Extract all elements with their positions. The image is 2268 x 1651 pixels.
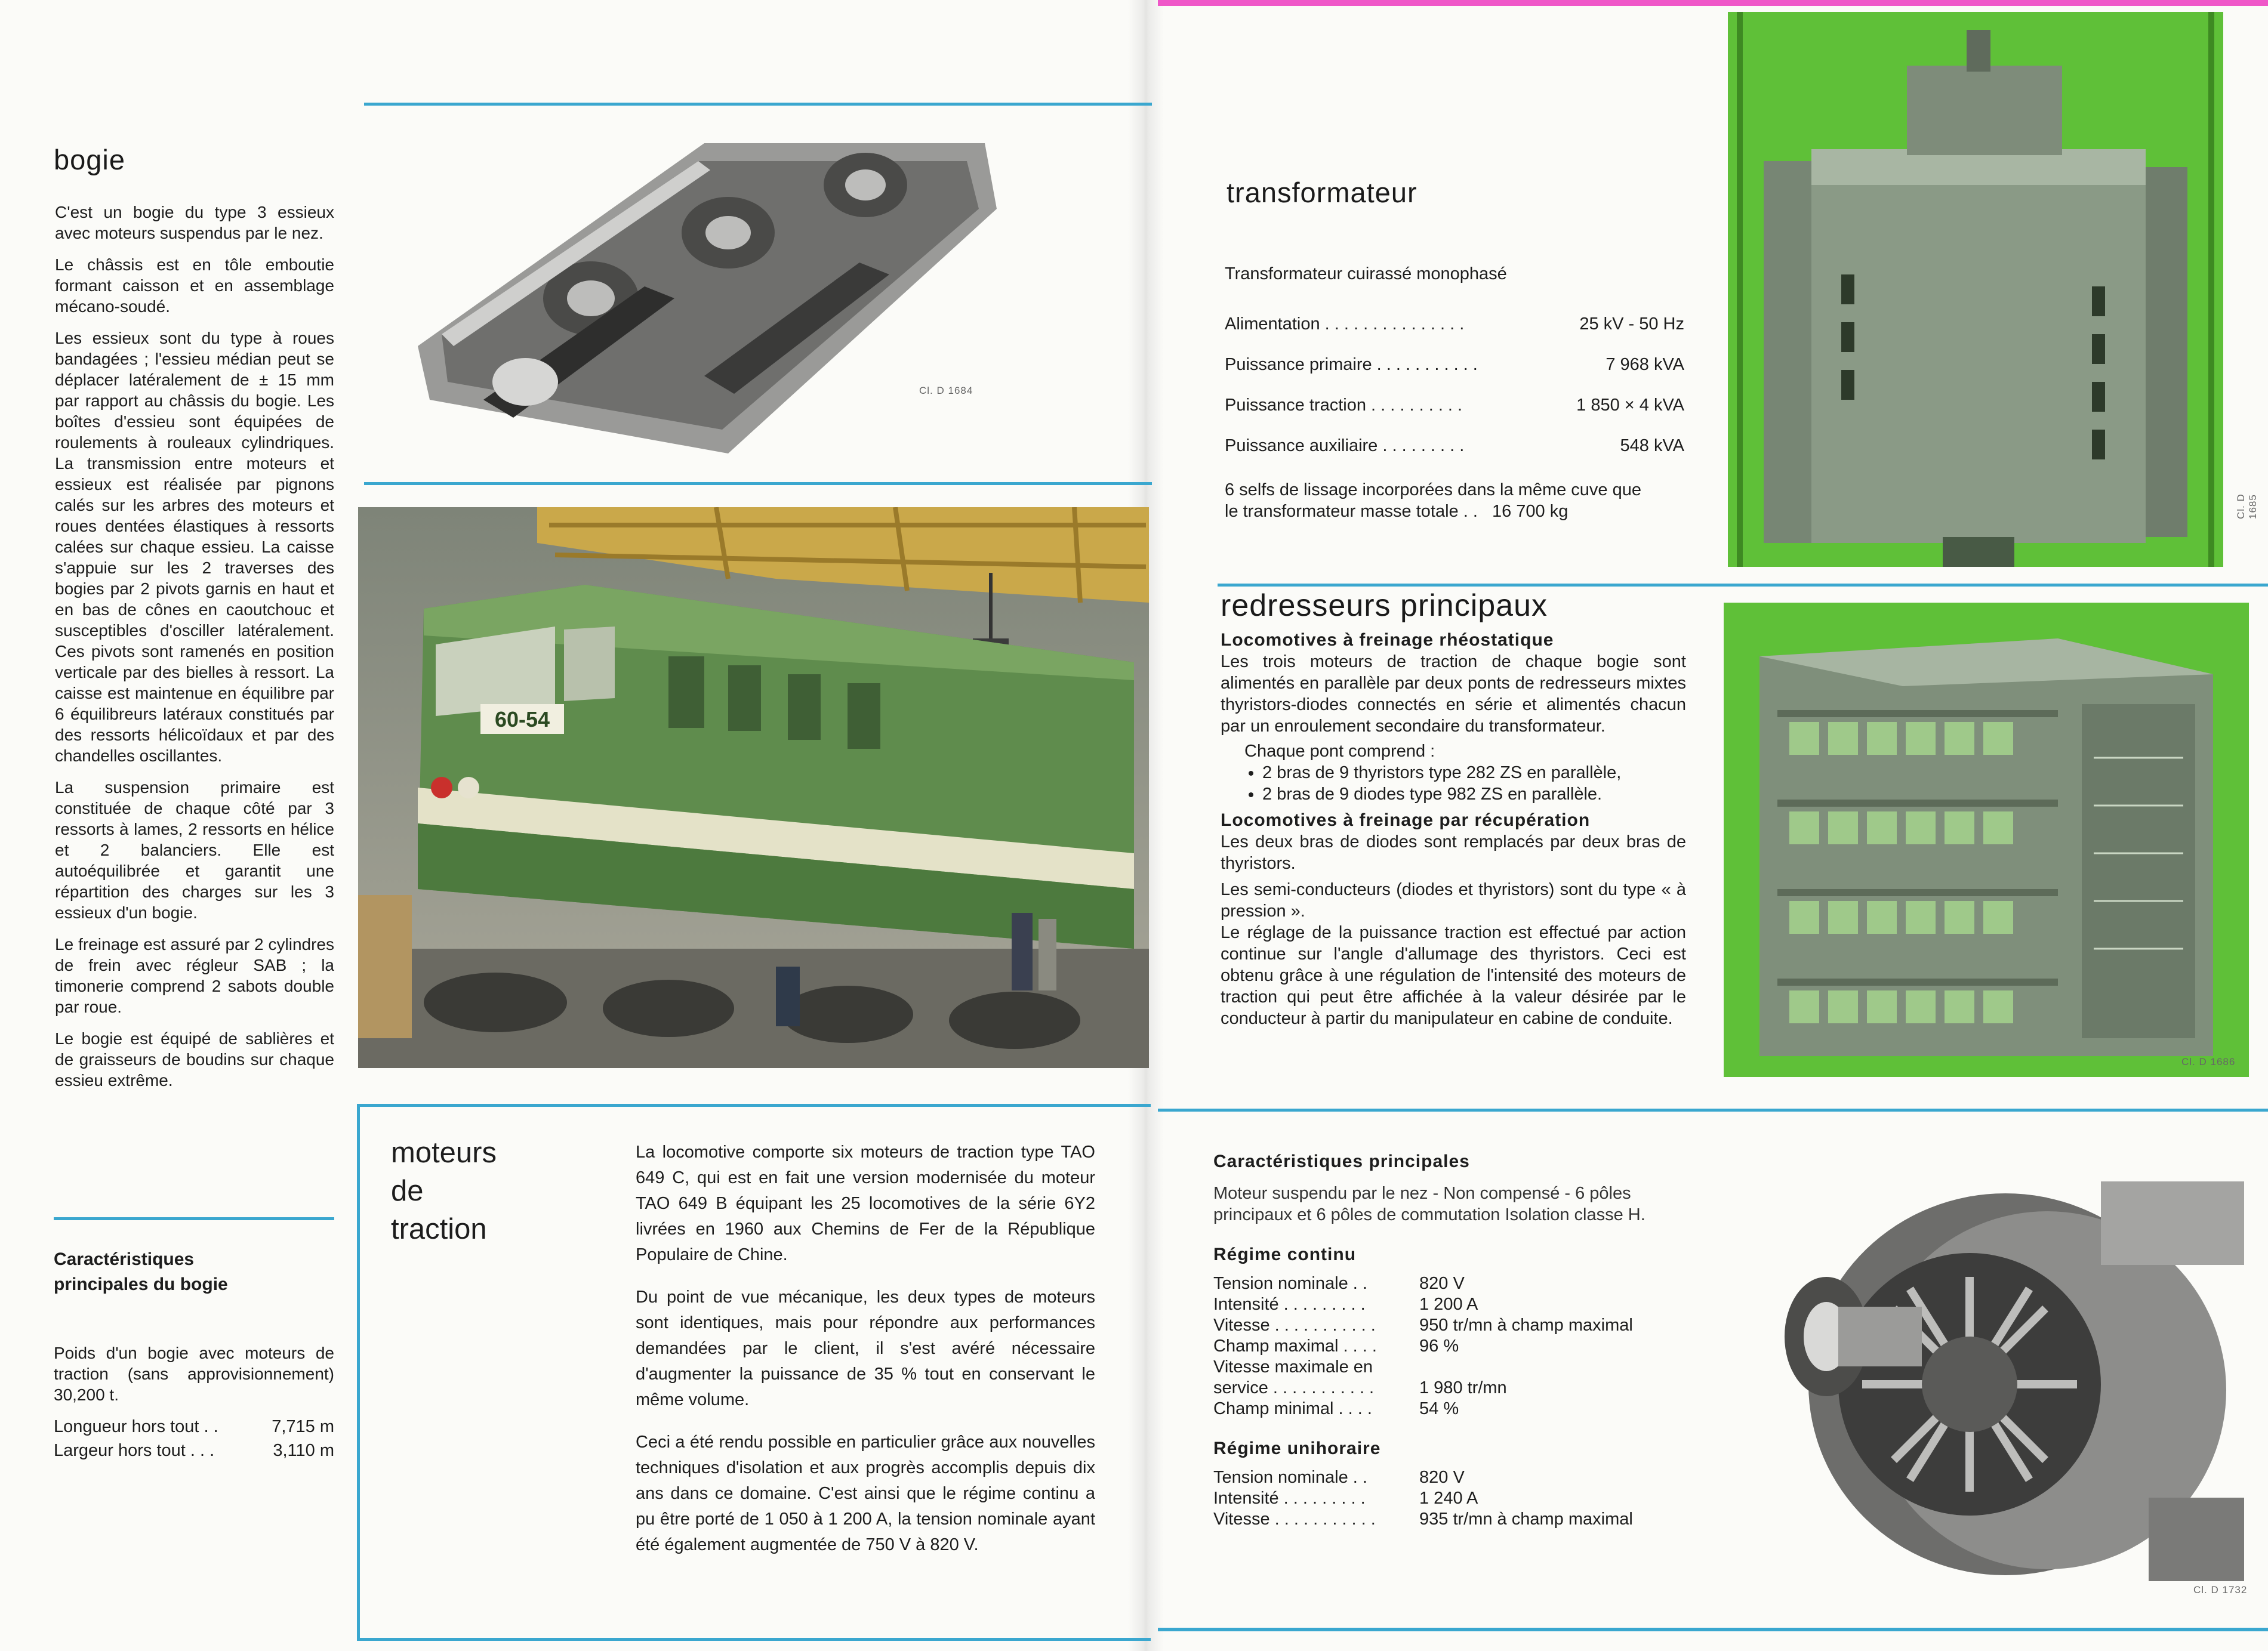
spec-row xyxy=(1213,1509,1691,1530)
redresseurs-title-wrap xyxy=(1221,588,1548,624)
spec-label: Vitesse maximale en service . . . . . . . . . . . xyxy=(1213,1357,1375,1397)
redresseurs-paragraph: Le réglage de la puissance traction est effectué par action continue sur l'angle d'allumage des thyristors. Ceci est obtenu grâce à une régulation de l'intensité des moteurs de traction qui peut être affichée à la valeur désirée par le conducteur à partir du manipulateur en cabine de conduite. xyxy=(1221,923,1686,1028)
spec-value: 54 % xyxy=(1419,1399,1459,1418)
selfs-label: le transformateur masse totale . . xyxy=(1225,502,1478,521)
bogie-largeur-label: Largeur hors tout . . . xyxy=(54,1441,215,1460)
spec-label: Vitesse . . . . . . . . . . . xyxy=(1213,1316,1376,1335)
bogie-longueur-value: 7,715 m xyxy=(272,1417,334,1436)
bogie-longueur-label: Longueur hors tout . . xyxy=(54,1417,218,1436)
pont-intro: Chaque pont comprend : xyxy=(1244,742,1435,761)
spec-label: Vitesse . . . . . . . . . . . xyxy=(1213,1510,1376,1529)
bogie-photo-caption: Cl. D 1684 xyxy=(919,385,973,396)
bogie-text xyxy=(55,202,334,1101)
bogie-char-title: Caractéristiques principales du bogie xyxy=(54,1249,228,1294)
moteurs-text xyxy=(636,1140,1095,1569)
spec-value: 1 850 × 4 kVA xyxy=(1576,396,1684,415)
top-edge-strip xyxy=(1158,0,2268,6)
transformateur-subtitle: Transformateur cuirassé monophasé xyxy=(1225,264,1507,283)
transformateur-specs xyxy=(1225,313,1684,522)
redresseurs-paragraph: Les deux bras de diodes sont remplacés par deux bras de thyristors. xyxy=(1221,832,1686,873)
moteur-specs xyxy=(1213,1152,1691,1530)
bogie-paragraph: Le freinage est assuré par 2 cylindres de frein avec régleur SAB ; la timonerie comprend 2 sabots double par roue. xyxy=(55,935,334,1016)
spec-row xyxy=(1213,1294,1691,1315)
spec-row xyxy=(1225,313,1684,354)
bogie-char-block xyxy=(54,1343,334,1461)
moteur-specs-intro: Moteur suspendu par le nez - Non compensé - 6 pôles principaux et 6 pôles de commutation Isolation classe H. xyxy=(1213,1184,1645,1224)
selfs-line-2 xyxy=(1225,501,1684,522)
moteurs-title-line: moteurs xyxy=(391,1137,497,1169)
transformateur-photo xyxy=(1728,12,2223,567)
moteurs-paragraph: Ceci a été rendu possible en particulier grâce aux nouvelles techniques d'isolation et aux progrès accomplis depuis dix ans dans ce domaine. C'est ainsi que le régime continu a pu être porté de 1 050 à 1 200 A, la tension nominale ayant été également augmentée de 750 V à 820 V. xyxy=(636,1433,1095,1554)
redresseurs-sub-rheostatique: Locomotives à freinage rhéostatique xyxy=(1221,630,1554,650)
moteur-photo-caption: Cl. D 1732 xyxy=(2193,1584,2248,1596)
divider xyxy=(54,1217,334,1220)
regime-continu-title: Régime continu xyxy=(1213,1245,1357,1264)
spec-value: 820 V xyxy=(1419,1274,1465,1293)
regime-unihoraire-table xyxy=(1213,1467,1691,1530)
spec-value: 820 V xyxy=(1419,1468,1465,1487)
redresseurs-sub-recuperation: Locomotives à freinage par récupération xyxy=(1221,810,1591,830)
moteurs-paragraph: La locomotive comporte six moteurs de traction type TAO 649 C, qui est en fait une version modernisée du moteur TAO 649 B équipant les 25 locomotives de la série 6Y2 livrées en 1960 aux Chemins de Fer de la République Populaire de Chine. xyxy=(636,1143,1095,1264)
bogie-largeur-row xyxy=(54,1440,334,1461)
spec-value: 1 200 A xyxy=(1419,1295,1478,1314)
spec-value: 7 968 kVA xyxy=(1606,355,1684,374)
moteurs-title-line: de xyxy=(391,1175,424,1207)
spec-label: Puissance traction . . . . . . . . . . xyxy=(1225,396,1463,415)
moteurs-paragraph: Du point de vue mécanique, les deux types de moteurs sont identiques, mais pour répondre aux performances demandées par le client, il s'est avéré nécessaire d'augmenter la puissance de 35 % tout en conservant le même volume. xyxy=(636,1288,1095,1409)
bogie-paragraph: Les essieux sont du type à roues bandagées ; l'essieu médian peut se déplacer latéralement de ± 15 mm par rapport au châssis du bogie. Les boîtes d'essieu sont équipées de roulements à rouleaux cylindriques. La transmission entre moteurs et essieux est réalisée par pignons calés sur les arbres des moteurs et roues dentées élastiques à ressorts calées sur chaque essieu. La caisse s'appuie sur les 2 traverses des bogies par 2 pivots garnis en haut et en bas de cônes en caoutchouc et susceptibles d'osciller latéralement. Ces pivots sont ramenés en position verticale par des bielles à ressort. La caisse est maintenue en équilibre par 6 équilibreurs latéraux constitués par des ressorts hélicoïdaux et par des chandelles oscillantes. xyxy=(55,329,334,765)
transformateur-photo-caption: Cl. D 1685 xyxy=(2235,493,2258,519)
spec-value: 25 kV - 50 Hz xyxy=(1579,314,1684,334)
selfs-value: 16 700 kg xyxy=(1492,502,1569,521)
moteurs-title-line: traction xyxy=(391,1213,487,1245)
spec-label: Puissance primaire . . . . . . . . . . . xyxy=(1225,355,1478,374)
bogie-photo xyxy=(394,119,1039,459)
divider xyxy=(357,1104,1151,1107)
spec-row xyxy=(1213,1357,1691,1399)
redresseurs-photo xyxy=(1724,603,2249,1077)
spec-row xyxy=(1213,1488,1691,1509)
bogie-title: bogie xyxy=(54,144,125,175)
redresseurs-text xyxy=(1221,629,1686,1029)
spec-row xyxy=(1225,435,1684,476)
bogie-poids: Poids d'un bogie avec moteurs de traction (sans approvisionnement) 30,200 t. xyxy=(54,1344,334,1404)
spec-label: Alimentation . . . . . . . . . . . . . . . xyxy=(1225,314,1465,334)
spec-row xyxy=(1225,354,1684,394)
spec-row xyxy=(1213,1273,1691,1294)
bogie-longueur-row xyxy=(54,1416,334,1437)
spec-label: Intensité . . . . . . . . . xyxy=(1213,1489,1366,1508)
divider xyxy=(1218,584,2268,587)
spec-value: 548 kVA xyxy=(1620,436,1684,455)
bogie-paragraph: La suspension primaire est constituée de chaque côté par 3 ressorts à lames, 2 ressorts en hélice et 2 balanciers. Elle est autoéquilibrée et garantit une répartition des charges sur les 3 essieux d'un bogie. xyxy=(55,778,334,922)
spec-value: 1 240 A xyxy=(1419,1489,1478,1508)
moteur-specs-title: Caractéristiques principales xyxy=(1213,1152,1470,1171)
spec-value: 1 980 tr/mn xyxy=(1419,1378,1507,1397)
spec-label: Champ maximal . . . . xyxy=(1213,1337,1377,1356)
redresseurs-title: redresseurs principaux xyxy=(1221,588,1548,623)
bogie-section xyxy=(54,143,334,176)
divider xyxy=(364,103,1152,106)
bogie-largeur-value: 3,110 m xyxy=(273,1441,334,1460)
redresseurs-photo-caption: Cl. D 1686 xyxy=(2181,1056,2236,1067)
regime-unihoraire-title: Régime unihoraire xyxy=(1213,1439,1381,1458)
bogie-paragraph: C'est un bogie du type 3 essieux avec moteurs suspendus par le nez. xyxy=(55,203,334,242)
spec-label: Puissance auxiliaire . . . . . . . . . xyxy=(1225,436,1465,455)
spec-value: 96 % xyxy=(1419,1337,1459,1356)
pont-item: • 2 bras de 9 diodes type 982 ZS en parallèle. xyxy=(1262,783,1686,805)
spec-row xyxy=(1213,1336,1691,1357)
spec-row xyxy=(1213,1399,1691,1419)
transformateur-title-wrap xyxy=(1227,176,1417,209)
pont-item: • 2 bras de 9 thyristors type 282 ZS en parallèle, xyxy=(1262,762,1686,783)
redresseurs-paragraph: Les semi-conducteurs (diodes et thyristors) sont du type « à pression ». xyxy=(1221,880,1686,921)
divider xyxy=(357,1638,1151,1641)
spec-value: 935 tr/mn à champ maximal xyxy=(1419,1510,1633,1529)
regime-continu-table xyxy=(1213,1273,1691,1419)
spec-label: Champ minimal . . . . xyxy=(1213,1399,1372,1418)
frame-line xyxy=(357,1104,360,1641)
bogie-paragraph: Le châssis est en tôle emboutie formant caisson et en assemblage mécano-soudé. xyxy=(55,255,334,316)
redresseurs-paragraph: Les trois moteurs de traction de chaque bogie sont alimentés en parallèle par deux ponts de redresseurs mixtes thyristors-diodes connectés en série et alimentés chacun par un enroulement secondaire du transformateur. xyxy=(1221,652,1686,736)
moteur-photo xyxy=(1767,1128,2268,1605)
moteurs-title xyxy=(391,1134,546,1248)
spec-value: 950 tr/mn à champ maximal xyxy=(1419,1316,1633,1335)
divider xyxy=(1158,1109,2268,1112)
spec-label: Tension nominale . . xyxy=(1213,1274,1367,1293)
locomotive-factory-photo xyxy=(358,507,1149,1068)
spec-row xyxy=(1213,1467,1691,1488)
pont-list xyxy=(1221,762,1686,805)
spec-row xyxy=(1213,1315,1691,1336)
divider xyxy=(1158,1628,2268,1631)
selfs-line: 6 selfs de lissage incorporées dans la même cuve que xyxy=(1225,480,1641,499)
spec-label: Intensité . . . . . . . . . xyxy=(1213,1295,1366,1314)
spec-label: Tension nominale . . xyxy=(1213,1468,1367,1487)
bogie-paragraph: Le bogie est équipé de sablières et de graisseurs de boudins sur chaque essieu extrême. xyxy=(55,1029,334,1090)
spec-row xyxy=(1225,394,1684,435)
transformateur-title: transformateur xyxy=(1227,177,1417,208)
divider xyxy=(364,482,1152,485)
locomotive-number: 60-54 xyxy=(494,707,550,732)
